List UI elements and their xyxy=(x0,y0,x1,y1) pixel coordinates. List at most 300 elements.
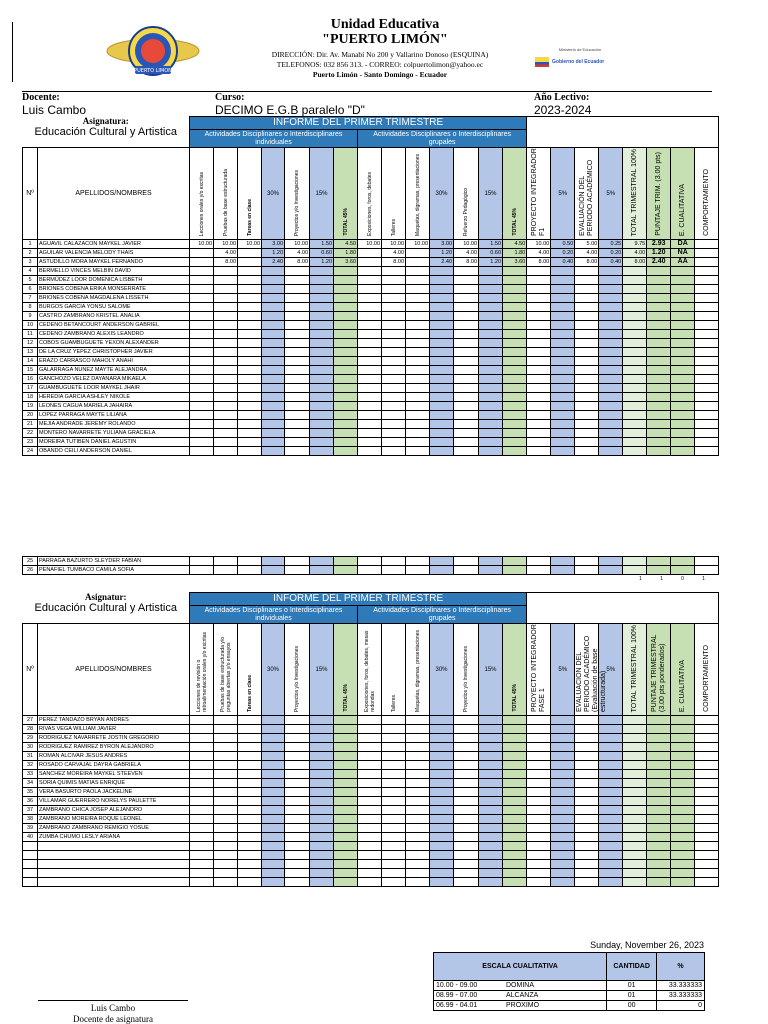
grade-cell[interactable] xyxy=(262,842,285,851)
grade-cell[interactable]: 10.00 xyxy=(382,240,406,249)
grade-cell[interactable] xyxy=(503,779,527,788)
grade-cell[interactable] xyxy=(527,842,551,851)
grade-cell[interactable] xyxy=(647,375,671,384)
grade-cell[interactable] xyxy=(503,878,527,887)
grade-cell[interactable] xyxy=(358,276,382,285)
grade-cell[interactable] xyxy=(214,815,238,824)
grade-cell[interactable] xyxy=(430,393,454,402)
grade-cell[interactable] xyxy=(695,258,719,267)
grade-cell[interactable] xyxy=(190,357,214,366)
grade-cell[interactable] xyxy=(695,770,719,779)
grade-cell[interactable] xyxy=(599,716,623,725)
grade-cell[interactable] xyxy=(454,384,479,393)
grade-cell[interactable] xyxy=(527,321,551,330)
grade-cell[interactable] xyxy=(310,743,334,752)
grade-cell[interactable] xyxy=(285,339,310,348)
grade-cell[interactable] xyxy=(623,734,647,743)
grade-cell[interactable] xyxy=(503,294,527,303)
grade-cell[interactable] xyxy=(551,752,575,761)
grade-cell[interactable] xyxy=(575,761,599,770)
grade-cell[interactable] xyxy=(647,566,671,575)
grade-cell[interactable] xyxy=(454,312,479,321)
grade-cell[interactable]: 1.20 xyxy=(479,258,503,267)
grade-cell[interactable] xyxy=(647,557,671,566)
grade-cell[interactable] xyxy=(599,779,623,788)
grade-cell[interactable] xyxy=(334,384,358,393)
grade-cell[interactable] xyxy=(190,312,214,321)
grade-cell[interactable] xyxy=(454,303,479,312)
grade-cell[interactable] xyxy=(310,878,334,887)
grade-cell[interactable] xyxy=(527,402,551,411)
grade-cell[interactable] xyxy=(310,557,334,566)
grade-cell[interactable] xyxy=(310,447,334,456)
grade-cell[interactable] xyxy=(262,878,285,887)
grade-cell[interactable] xyxy=(310,734,334,743)
grade-cell[interactable] xyxy=(575,851,599,860)
grade-cell[interactable] xyxy=(214,348,238,357)
grade-cell[interactable] xyxy=(334,294,358,303)
grade-cell[interactable] xyxy=(671,357,695,366)
grade-cell[interactable] xyxy=(214,285,238,294)
grade-cell[interactable] xyxy=(575,276,599,285)
grade-cell[interactable] xyxy=(310,761,334,770)
grade-cell[interactable] xyxy=(479,294,503,303)
grade-cell[interactable] xyxy=(479,833,503,842)
grade-cell[interactable] xyxy=(358,779,382,788)
grade-cell[interactable] xyxy=(238,312,262,321)
grade-cell[interactable] xyxy=(623,833,647,842)
grade-cell[interactable] xyxy=(503,420,527,429)
grade-cell[interactable] xyxy=(695,276,719,285)
grade-cell[interactable] xyxy=(406,824,430,833)
grade-cell[interactable] xyxy=(599,366,623,375)
grade-cell[interactable] xyxy=(406,716,430,725)
grade-cell[interactable] xyxy=(285,761,310,770)
grade-cell[interactable] xyxy=(527,303,551,312)
grade-cell[interactable]: 8.00 xyxy=(285,258,310,267)
grade-cell[interactable] xyxy=(262,303,285,312)
grade-cell[interactable] xyxy=(214,267,238,276)
grade-cell[interactable] xyxy=(334,725,358,734)
grade-cell[interactable] xyxy=(430,429,454,438)
grade-cell[interactable] xyxy=(285,438,310,447)
grade-cell[interactable] xyxy=(623,366,647,375)
grade-cell[interactable] xyxy=(575,429,599,438)
grade-cell[interactable] xyxy=(454,770,479,779)
grade-cell[interactable] xyxy=(406,788,430,797)
grade-cell[interactable] xyxy=(310,393,334,402)
grade-cell[interactable] xyxy=(695,716,719,725)
grade-cell[interactable] xyxy=(454,734,479,743)
grade-cell[interactable] xyxy=(238,276,262,285)
grade-cell[interactable] xyxy=(527,716,551,725)
grade-cell[interactable]: 10.00 xyxy=(358,240,382,249)
grade-cell[interactable] xyxy=(334,429,358,438)
grade-cell[interactable] xyxy=(214,842,238,851)
grade-cell[interactable] xyxy=(623,294,647,303)
grade-cell[interactable] xyxy=(599,815,623,824)
grade-cell[interactable] xyxy=(238,393,262,402)
grade-cell[interactable] xyxy=(623,402,647,411)
grade-cell[interactable] xyxy=(479,860,503,869)
grade-cell[interactable]: 0.60 xyxy=(310,249,334,258)
grade-cell[interactable] xyxy=(454,411,479,420)
grade-cell[interactable] xyxy=(285,429,310,438)
grade-cell[interactable] xyxy=(238,384,262,393)
grade-cell[interactable] xyxy=(551,851,575,860)
grade-cell[interactable] xyxy=(382,420,406,429)
grade-cell[interactable] xyxy=(503,303,527,312)
grade-cell[interactable] xyxy=(310,833,334,842)
grade-cell[interactable] xyxy=(285,743,310,752)
grade-cell[interactable] xyxy=(454,420,479,429)
grade-cell[interactable] xyxy=(454,447,479,456)
grade-cell[interactable] xyxy=(214,402,238,411)
grade-cell[interactable] xyxy=(551,339,575,348)
grade-cell[interactable] xyxy=(334,770,358,779)
grade-cell[interactable] xyxy=(334,438,358,447)
grade-cell[interactable] xyxy=(238,878,262,887)
grade-cell[interactable] xyxy=(671,743,695,752)
grade-cell[interactable] xyxy=(430,851,454,860)
grade-cell[interactable] xyxy=(406,402,430,411)
grade-cell[interactable] xyxy=(238,375,262,384)
grade-cell[interactable] xyxy=(334,797,358,806)
grade-cell[interactable] xyxy=(334,878,358,887)
grade-cell[interactable] xyxy=(503,833,527,842)
grade-cell[interactable] xyxy=(623,842,647,851)
grade-cell[interactable] xyxy=(551,788,575,797)
grade-cell[interactable] xyxy=(503,330,527,339)
grade-cell[interactable] xyxy=(406,411,430,420)
grade-cell[interactable] xyxy=(671,797,695,806)
grade-cell[interactable]: 4.00 xyxy=(454,249,479,258)
grade-cell[interactable] xyxy=(671,366,695,375)
grade-cell[interactable] xyxy=(599,357,623,366)
grade-cell[interactable] xyxy=(527,833,551,842)
grade-cell[interactable] xyxy=(479,411,503,420)
grade-cell[interactable] xyxy=(406,842,430,851)
grade-cell[interactable] xyxy=(285,321,310,330)
grade-cell[interactable] xyxy=(551,806,575,815)
grade-cell[interactable] xyxy=(479,276,503,285)
grade-cell[interactable] xyxy=(503,557,527,566)
grade-cell[interactable] xyxy=(527,779,551,788)
grade-cell[interactable] xyxy=(551,557,575,566)
grade-cell[interactable] xyxy=(599,566,623,575)
grade-cell[interactable]: 10.00 xyxy=(285,240,310,249)
grade-cell[interactable] xyxy=(262,815,285,824)
grade-cell[interactable] xyxy=(285,725,310,734)
grade-cell[interactable] xyxy=(527,851,551,860)
grade-cell[interactable]: 4.00 xyxy=(285,249,310,258)
grade-cell[interactable]: 0.40 xyxy=(599,258,623,267)
grade-cell[interactable] xyxy=(262,429,285,438)
grade-cell[interactable] xyxy=(262,833,285,842)
grade-cell[interactable]: 1.80 xyxy=(503,249,527,258)
grade-cell[interactable] xyxy=(479,420,503,429)
grade-cell[interactable] xyxy=(671,566,695,575)
grade-cell[interactable] xyxy=(623,860,647,869)
grade-cell[interactable] xyxy=(599,321,623,330)
grade-cell[interactable] xyxy=(551,824,575,833)
grade-cell[interactable] xyxy=(454,294,479,303)
grade-cell[interactable] xyxy=(479,384,503,393)
grade-cell[interactable] xyxy=(238,752,262,761)
grade-cell[interactable] xyxy=(454,402,479,411)
grade-cell[interactable] xyxy=(695,384,719,393)
grade-cell[interactable] xyxy=(599,348,623,357)
grade-cell[interactable] xyxy=(599,761,623,770)
grade-cell[interactable] xyxy=(623,716,647,725)
grade-cell[interactable] xyxy=(334,321,358,330)
grade-cell[interactable] xyxy=(190,420,214,429)
grade-cell[interactable] xyxy=(406,438,430,447)
grade-cell[interactable] xyxy=(623,447,647,456)
grade-cell[interactable] xyxy=(647,770,671,779)
grade-cell[interactable] xyxy=(285,366,310,375)
grade-cell[interactable] xyxy=(551,312,575,321)
grade-cell[interactable] xyxy=(430,294,454,303)
grade-cell[interactable] xyxy=(334,285,358,294)
grade-cell[interactable] xyxy=(503,860,527,869)
grade-cell[interactable] xyxy=(285,869,310,878)
grade-cell[interactable] xyxy=(671,402,695,411)
grade-cell[interactable] xyxy=(262,348,285,357)
grade-cell[interactable] xyxy=(695,240,719,249)
grade-cell[interactable] xyxy=(238,806,262,815)
grade-cell[interactable] xyxy=(190,869,214,878)
grade-cell[interactable] xyxy=(214,833,238,842)
grade-cell[interactable] xyxy=(190,411,214,420)
grade-cell[interactable] xyxy=(575,878,599,887)
grade-cell[interactable] xyxy=(527,770,551,779)
grade-cell[interactable] xyxy=(695,725,719,734)
grade-cell[interactable] xyxy=(214,860,238,869)
grade-cell[interactable] xyxy=(285,411,310,420)
grade-cell[interactable] xyxy=(695,779,719,788)
grade-cell[interactable] xyxy=(262,375,285,384)
grade-cell[interactable] xyxy=(262,438,285,447)
grade-cell[interactable] xyxy=(358,806,382,815)
grade-cell[interactable] xyxy=(647,294,671,303)
grade-cell[interactable] xyxy=(623,761,647,770)
grade-cell[interactable] xyxy=(623,566,647,575)
grade-cell[interactable] xyxy=(406,770,430,779)
grade-cell[interactable] xyxy=(479,743,503,752)
grade-cell[interactable] xyxy=(647,860,671,869)
grade-cell[interactable] xyxy=(406,348,430,357)
grade-cell[interactable] xyxy=(551,860,575,869)
grade-cell[interactable] xyxy=(623,321,647,330)
grade-cell[interactable] xyxy=(671,339,695,348)
grade-cell[interactable] xyxy=(503,429,527,438)
grade-cell[interactable]: 1.50 xyxy=(479,240,503,249)
grade-cell[interactable] xyxy=(285,276,310,285)
grade-cell[interactable] xyxy=(695,566,719,575)
grade-cell[interactable] xyxy=(406,761,430,770)
grade-cell[interactable] xyxy=(551,566,575,575)
grade-cell[interactable] xyxy=(190,806,214,815)
grade-cell[interactable] xyxy=(334,339,358,348)
grade-cell[interactable] xyxy=(406,267,430,276)
grade-cell[interactable] xyxy=(190,276,214,285)
grade-cell[interactable] xyxy=(406,752,430,761)
grade-cell[interactable] xyxy=(527,824,551,833)
grade-cell[interactable] xyxy=(647,348,671,357)
grade-cell[interactable] xyxy=(382,851,406,860)
grade-cell[interactable] xyxy=(238,566,262,575)
grade-cell[interactable] xyxy=(285,384,310,393)
grade-cell[interactable] xyxy=(551,303,575,312)
grade-cell[interactable]: 1.50 xyxy=(310,240,334,249)
grade-cell[interactable] xyxy=(479,375,503,384)
grade-cell[interactable] xyxy=(527,285,551,294)
grade-cell[interactable] xyxy=(503,393,527,402)
grade-cell[interactable] xyxy=(190,438,214,447)
grade-cell[interactable] xyxy=(334,566,358,575)
grade-cell[interactable] xyxy=(214,393,238,402)
grade-cell[interactable] xyxy=(647,321,671,330)
grade-cell[interactable] xyxy=(262,366,285,375)
grade-cell[interactable]: 10.00 xyxy=(214,240,238,249)
grade-cell[interactable] xyxy=(430,797,454,806)
grade-cell[interactable] xyxy=(214,752,238,761)
grade-cell[interactable] xyxy=(262,716,285,725)
grade-cell[interactable] xyxy=(262,797,285,806)
grade-cell[interactable] xyxy=(334,842,358,851)
grade-cell[interactable] xyxy=(695,312,719,321)
grade-cell[interactable] xyxy=(695,375,719,384)
grade-cell[interactable] xyxy=(238,557,262,566)
grade-cell[interactable] xyxy=(671,438,695,447)
grade-cell[interactable] xyxy=(671,447,695,456)
grade-cell[interactable] xyxy=(214,878,238,887)
grade-cell[interactable] xyxy=(551,285,575,294)
grade-cell[interactable]: 9.75 xyxy=(623,240,647,249)
grade-cell[interactable] xyxy=(430,402,454,411)
grade-cell[interactable] xyxy=(454,824,479,833)
grade-cell[interactable] xyxy=(695,303,719,312)
grade-cell[interactable] xyxy=(190,788,214,797)
grade-cell[interactable] xyxy=(285,878,310,887)
grade-cell[interactable] xyxy=(695,429,719,438)
grade-cell[interactable] xyxy=(623,779,647,788)
grade-cell[interactable] xyxy=(623,438,647,447)
grade-cell[interactable] xyxy=(599,743,623,752)
grade-cell[interactable] xyxy=(382,357,406,366)
grade-cell[interactable]: DA xyxy=(671,240,695,249)
grade-cell[interactable] xyxy=(695,330,719,339)
grade-cell[interactable] xyxy=(214,566,238,575)
grade-cell[interactable] xyxy=(238,420,262,429)
grade-cell[interactable] xyxy=(190,815,214,824)
grade-cell[interactable] xyxy=(503,797,527,806)
grade-cell[interactable] xyxy=(623,869,647,878)
grade-cell[interactable] xyxy=(527,267,551,276)
grade-cell[interactable] xyxy=(575,833,599,842)
grade-cell[interactable] xyxy=(551,393,575,402)
grade-cell[interactable] xyxy=(406,366,430,375)
grade-cell[interactable] xyxy=(551,276,575,285)
grade-cell[interactable] xyxy=(430,878,454,887)
grade-cell[interactable] xyxy=(430,833,454,842)
grade-cell[interactable] xyxy=(406,743,430,752)
grade-cell[interactable] xyxy=(527,276,551,285)
grade-cell[interactable]: 0.40 xyxy=(551,258,575,267)
grade-cell[interactable] xyxy=(334,312,358,321)
grade-cell[interactable] xyxy=(334,420,358,429)
grade-cell[interactable] xyxy=(551,384,575,393)
grade-cell[interactable] xyxy=(527,860,551,869)
grade-cell[interactable] xyxy=(430,770,454,779)
grade-cell[interactable]: 1.80 xyxy=(334,249,358,258)
grade-cell[interactable] xyxy=(334,402,358,411)
grade-cell[interactable] xyxy=(285,375,310,384)
grade-cell[interactable] xyxy=(430,788,454,797)
grade-cell[interactable] xyxy=(262,557,285,566)
grade-cell[interactable] xyxy=(430,779,454,788)
grade-cell[interactable] xyxy=(310,842,334,851)
grade-cell[interactable] xyxy=(647,788,671,797)
grade-cell[interactable] xyxy=(285,779,310,788)
grade-cell[interactable] xyxy=(647,869,671,878)
grade-cell[interactable] xyxy=(454,366,479,375)
grade-cell[interactable] xyxy=(479,815,503,824)
grade-cell[interactable] xyxy=(262,267,285,276)
grade-cell[interactable]: 3.60 xyxy=(503,258,527,267)
grade-cell[interactable] xyxy=(527,878,551,887)
grade-cell[interactable]: 4.00 xyxy=(382,249,406,258)
grade-cell[interactable] xyxy=(671,716,695,725)
grade-cell[interactable] xyxy=(671,734,695,743)
grade-cell[interactable] xyxy=(623,384,647,393)
grade-cell[interactable] xyxy=(285,815,310,824)
grade-cell[interactable]: 10.00 xyxy=(406,240,430,249)
grade-cell[interactable] xyxy=(190,842,214,851)
grade-cell[interactable] xyxy=(430,357,454,366)
grade-cell[interactable] xyxy=(503,788,527,797)
grade-cell[interactable] xyxy=(430,366,454,375)
grade-cell[interactable] xyxy=(430,806,454,815)
grade-cell[interactable]: 2.40 xyxy=(430,258,454,267)
grade-cell[interactable] xyxy=(214,294,238,303)
grade-cell[interactable] xyxy=(214,716,238,725)
grade-cell[interactable] xyxy=(454,788,479,797)
grade-cell[interactable] xyxy=(310,285,334,294)
grade-cell[interactable] xyxy=(623,557,647,566)
grade-cell[interactable] xyxy=(599,294,623,303)
grade-cell[interactable] xyxy=(358,824,382,833)
grade-cell[interactable] xyxy=(358,869,382,878)
grade-cell[interactable] xyxy=(623,330,647,339)
grade-cell[interactable] xyxy=(358,348,382,357)
grade-cell[interactable] xyxy=(406,851,430,860)
grade-cell[interactable] xyxy=(479,402,503,411)
grade-cell[interactable] xyxy=(190,761,214,770)
grade-cell[interactable] xyxy=(647,878,671,887)
grade-cell[interactable] xyxy=(214,743,238,752)
grade-cell[interactable] xyxy=(551,770,575,779)
grade-cell[interactable] xyxy=(695,869,719,878)
grade-cell[interactable] xyxy=(406,276,430,285)
grade-cell[interactable] xyxy=(262,734,285,743)
grade-cell[interactable] xyxy=(358,842,382,851)
grade-cell[interactable] xyxy=(454,566,479,575)
grade-cell[interactable] xyxy=(214,429,238,438)
grade-cell[interactable] xyxy=(575,779,599,788)
grade-cell[interactable] xyxy=(551,438,575,447)
